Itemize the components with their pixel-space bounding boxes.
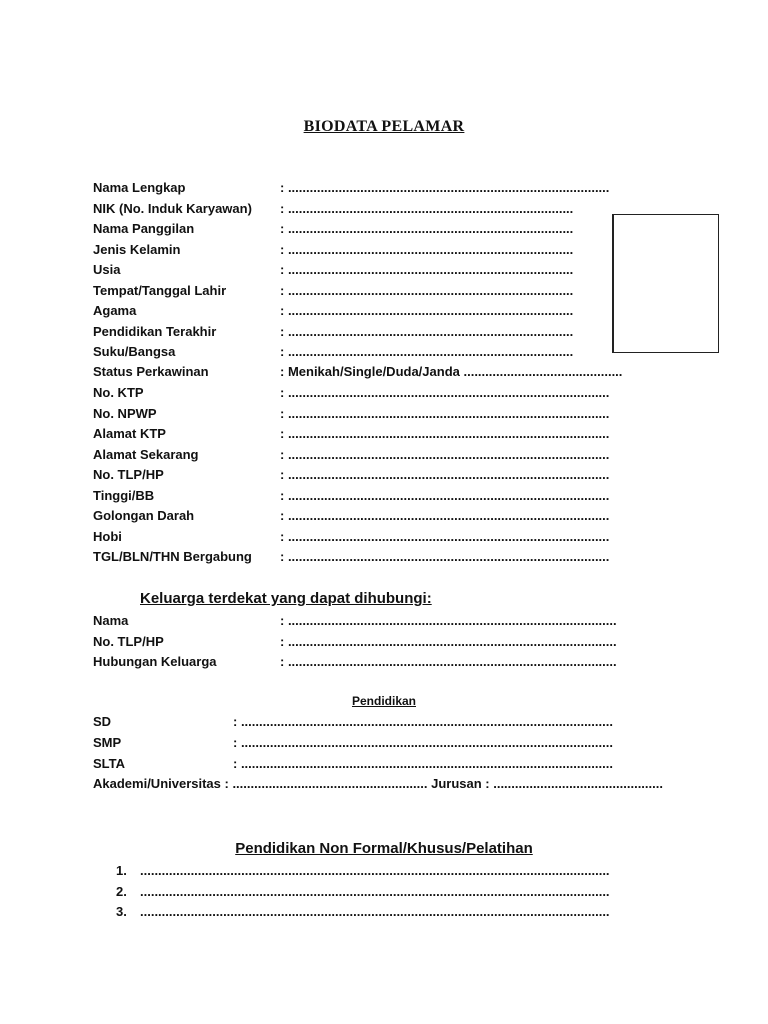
field-label: No. TLP/HP xyxy=(93,467,164,482)
field-value: : ............................................................................... xyxy=(280,303,574,318)
field-value: : ......................................................................................... xyxy=(280,508,610,523)
field-value: : ............................................................................... xyxy=(280,344,574,359)
field-value: : ........................................................................................... xyxy=(280,654,617,669)
field-value: : ......................................................................................... xyxy=(280,385,610,400)
field-label: Hubungan Keluarga xyxy=(93,654,217,669)
field-label: Tempat/Tanggal Lahir xyxy=(93,283,227,298)
field-value: : ............................................................................... xyxy=(280,324,574,339)
field-label: Tinggi/BB xyxy=(93,488,155,503)
field-label: SMP xyxy=(93,735,122,750)
field-label: NIK (No. Induk Karyawan) xyxy=(93,201,252,216)
list-blank: .................................................................................................................................. xyxy=(140,904,610,919)
field-value: : ......................................................................................... xyxy=(280,488,610,503)
field-label: No. KTP xyxy=(93,385,144,400)
field-label: Pendidikan Terakhir xyxy=(93,324,217,339)
field-label: No. TLP/HP xyxy=(93,634,164,649)
field-label: Agama xyxy=(93,303,137,318)
field-value: : ......................................................................................... xyxy=(280,180,610,195)
field-label: Nama Lengkap xyxy=(93,180,186,195)
field-value: : ............................................................................... xyxy=(280,242,574,257)
field-value: : ....................................................................................................... xyxy=(233,714,613,729)
field-value: : ........................................................................................... xyxy=(280,613,617,628)
list-number: 3. xyxy=(116,904,127,919)
field-value: : ......................................................................................... xyxy=(280,467,610,482)
field-label: No. NPWP xyxy=(93,406,157,421)
list-number: 1. xyxy=(116,863,127,878)
field-value: : ....................................................................................................... xyxy=(233,756,613,771)
field-label: Alamat KTP xyxy=(93,426,166,441)
field-label: SLTA xyxy=(93,756,126,771)
field-label: Golongan Darah xyxy=(93,508,195,523)
field-value: : ............................................................................... xyxy=(280,262,574,277)
training-section-heading: Pendidikan Non Formal/Khusus/Pelatihan xyxy=(235,840,533,857)
field-label: Nama xyxy=(93,613,129,628)
field-value: : ......................................................................................... xyxy=(280,406,610,421)
page-title: BIODATA PELAMAR xyxy=(303,118,465,135)
field-label: Hobi xyxy=(93,529,122,544)
education-section-heading: Pendidikan xyxy=(351,694,416,708)
field-label: Alamat Sekarang xyxy=(93,447,199,462)
field-label: Usia xyxy=(93,262,121,277)
field-value: : ......................................................................................... xyxy=(280,447,610,462)
field-value: : ............................................................................... xyxy=(280,283,574,298)
field-value: : ......................................................................................... xyxy=(280,426,610,441)
photo-box xyxy=(612,214,719,353)
field-label: SD xyxy=(93,714,112,729)
list-blank: .................................................................................................................................. xyxy=(140,863,610,878)
field-value: : Menikah/Single/Duda/Janda ............................................ xyxy=(280,364,623,379)
field-label: TGL/BLN/THN Bergabung xyxy=(93,549,252,564)
field-value: : ............................................................................... xyxy=(280,221,574,236)
field-value: : ............................................................................... xyxy=(280,201,574,216)
field-value: : ....................................................................................................... xyxy=(233,735,613,750)
family-section-heading: Keluarga terdekat yang dapat dihubungi: xyxy=(140,590,432,607)
field-value: : ........................................................................................... xyxy=(280,634,617,649)
field-label: Nama Panggilan xyxy=(93,221,195,236)
field-value: : ......................................................................................... xyxy=(280,529,610,544)
field-label: Status Perkawinan xyxy=(93,364,209,379)
list-number: 2. xyxy=(116,884,127,899)
field-label: Suku/Bangsa xyxy=(93,344,176,359)
field-value: : ......................................................................................... xyxy=(280,549,610,564)
list-blank: .................................................................................................................................. xyxy=(140,884,610,899)
field-text: Akademi/Universitas : ...................................................... Jurusan : ............................................... xyxy=(93,776,663,791)
field-label: Jenis Kelamin xyxy=(93,242,181,257)
